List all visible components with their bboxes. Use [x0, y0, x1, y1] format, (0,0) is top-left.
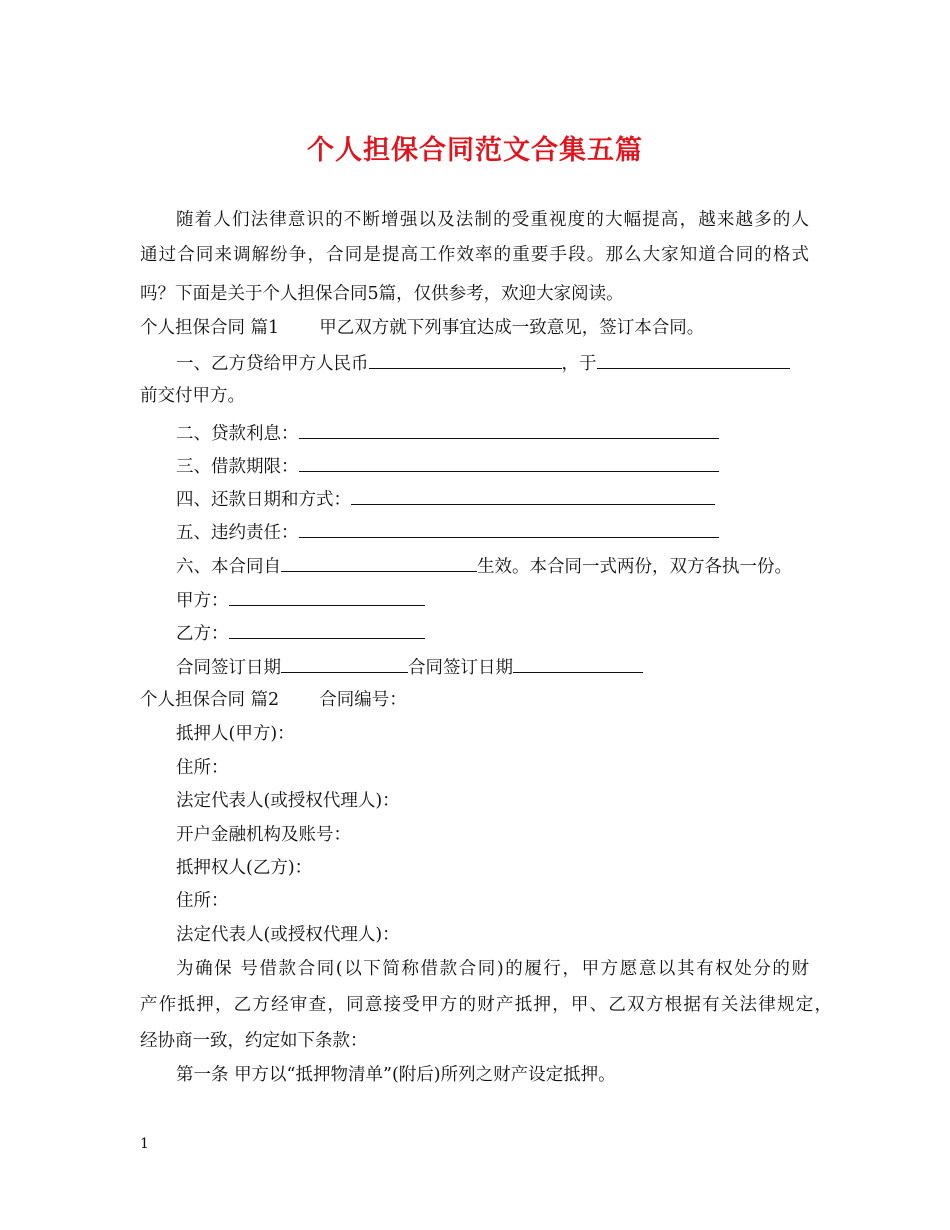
intro-line-3: 吗？下面是关于个人担保合同5篇，仅供参考，欢迎大家阅读。 — [140, 284, 624, 304]
party-a-row — [176, 587, 425, 613]
term-blank — [299, 453, 719, 472]
item-2-label: 二、贷款利息： — [176, 424, 299, 444]
intro-line-1: 随着人们法律意识的不断增强以及法制的受重视度的大幅提高，越来越多的人 — [176, 210, 809, 230]
party-a-blank — [229, 587, 425, 606]
mortgagor-address-label: 住所： — [176, 758, 229, 778]
item-5-label: 五、违约责任： — [176, 523, 299, 543]
page-number: 1 — [140, 1136, 149, 1152]
item-1-continuation: 前交付甲方。 — [140, 386, 245, 406]
item-5-row — [176, 519, 719, 545]
item-4-row — [176, 486, 715, 512]
item-1-connector: ，于 — [561, 354, 597, 374]
item-3-row — [176, 453, 719, 479]
item-6-label: 六、本合同自 — [176, 557, 281, 577]
item-6-row — [176, 553, 792, 579]
party-b-row — [176, 620, 425, 646]
section-2-heading-row — [140, 688, 407, 712]
intro-line-2: 通过合同来调解纷争，合同是提高工作效率的重要手段。那么大家知道合同的格式 — [140, 245, 809, 265]
mortgagor-label: 抵押人(甲方)： — [176, 724, 295, 744]
mortgagee-label: 抵押权人(乙方)： — [176, 858, 313, 878]
amount-blank — [369, 350, 562, 369]
section-1-heading-text: 甲乙双方就下列事宜达成一致意见，签订本合同。 — [319, 318, 705, 338]
party-a-label: 甲方： — [176, 591, 229, 611]
party-b-blank — [229, 620, 425, 639]
delivery-date-blank — [597, 350, 790, 369]
bank-account-label: 开户金融机构及账号： — [176, 825, 351, 845]
item-3-label: 三、借款期限： — [176, 457, 299, 477]
body-line-2: 产作抵押，乙方经审查，同意接受甲方的财产抵押，甲、乙双方根据有关法律规定， — [140, 995, 832, 1015]
item-1-row — [176, 350, 790, 376]
item-4-label: 四、还款日期和方式： — [176, 490, 351, 510]
mortgagee-rep-label: 法定代表人(或授权代理人)： — [176, 925, 400, 945]
sign-date-blank-1 — [281, 654, 408, 673]
body-line-1: 为确保 号借款合同(以下简称借款合同)的履行，甲方愿意以其有权处分的财 — [176, 959, 809, 979]
section-1-heading: 个人担保合同 篇1 — [140, 318, 280, 338]
sign-date-label-2: 合同签订日期 — [408, 658, 513, 678]
interest-blank — [299, 420, 719, 439]
sign-date-row — [176, 654, 643, 680]
item-1-label: 一、乙方贷给甲方人民币 — [176, 354, 369, 374]
body-line-3: 经协商一致，约定如下条款： — [140, 1031, 368, 1051]
liability-blank — [299, 519, 719, 538]
party-b-label: 乙方： — [176, 624, 229, 644]
contract-number-label: 合同编号： — [319, 690, 407, 710]
sign-date-blank-2 — [513, 654, 643, 673]
effective-date-blank — [281, 553, 477, 572]
item-2-row — [176, 420, 719, 446]
document-title: 个人担保合同范文合集五篇 — [307, 135, 643, 166]
article-1: 第一条 甲方以“抵押物清单”(附后)所列之财产设定抵押。 — [176, 1065, 616, 1085]
repayment-blank — [351, 486, 715, 505]
item-6-text: 生效。本合同一式两份，双方各执一份。 — [477, 557, 792, 577]
sign-date-label-1: 合同签订日期 — [176, 658, 281, 678]
mortgagee-address-label: 住所： — [176, 891, 229, 911]
mortgagor-rep-label: 法定代表人(或授权代理人)： — [176, 791, 400, 811]
section-2-heading: 个人担保合同 篇2 — [140, 690, 280, 710]
section-1-heading-row — [140, 316, 704, 340]
